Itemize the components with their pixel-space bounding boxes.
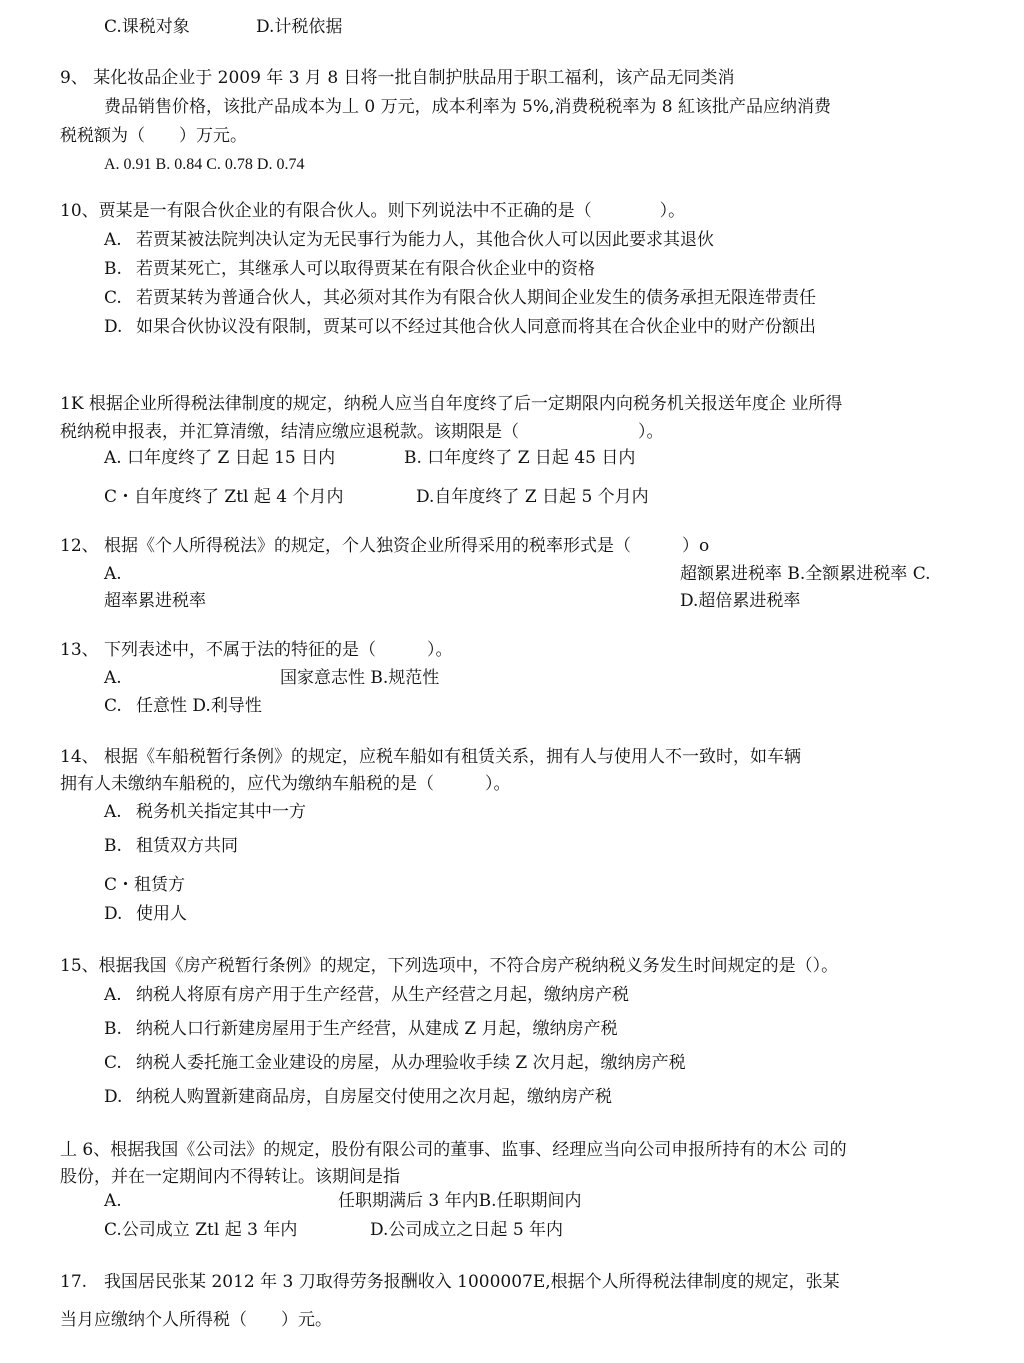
q14-option-a-letter: A. [104,802,122,822]
q15-option-d-text: 纳税人购置新建商品房，自房屋交付使用之次月起，缴纳房产税 [136,1087,612,1107]
q14-option-c: C・租赁方 [104,875,186,895]
q12-stem: 12、 根据《个人所得税法》的规定，个人独资企业所得采用的税率形式是（ ）o [60,536,710,556]
q14-option-d-text: 使用人 [136,904,187,924]
q10-option-a-text: 若贾某被法院判决认定为无民事行为能力人，其他合伙人可以因此要求其退伙 [136,230,714,250]
q16-stem-line1: 丄 6、根据我国《公司法》的规定，股份有限公司的董事、监事、经理应当向公司申报所持有的木公 司的 [60,1140,847,1160]
q15-option-b-text: 纳税人口行新建房屋用于生产经营，从建成 Z 月起，缴纳房产税 [136,1019,618,1039]
q16-option-a-letter: A. [104,1191,122,1211]
q15-option-d-letter: D. [104,1087,123,1107]
q9-options: A. 0.91 B. 0.84 C. 0.78 D. 0.74 [104,156,305,173]
q10-option-a-letter: A. [104,230,122,250]
q9-stem-line1: 9、 某化妆品企业于 2009 年 3 月 8 日将一批自制护肤品用于职工福利，该产品无同类消 [60,68,735,88]
q16-option-c: C.公司成立 Ztl 起 3 年内 [104,1220,298,1240]
q14-option-d-letter: D. [104,904,123,924]
q14-option-a-text: 税务机关指定其中一方 [136,802,306,822]
q13-options-cd: 任意性 D.利导性 [136,696,262,716]
q11-option-a: A. 口年度终了 Z 日起 15 日内 [104,448,336,468]
q15-option-c-text: 纳税人委托施工金业建设的房屋，从办理验收手续 Z 次月起，缴纳房产税 [136,1053,686,1073]
q13-option-a-letter: A. [104,668,122,688]
q15-option-a-letter: A. [104,985,122,1005]
q14-stem-line2: 拥有人未缴纳车船税的，应代为缴纳车船税的是（ ）。 [60,774,511,794]
q11-option-c: C・自年度终了 Ztl 起 4 个月内 [104,487,344,507]
q10-option-c-letter: C. [104,288,122,308]
q16-options-ab: 任职期满后 3 年内B.任职期间内 [338,1191,582,1211]
q9-stem-line3: 税税额为（ ）万元。 [60,126,247,146]
q10-stem: 10、贾某是一有限合伙企业的有限合伙人。则下列说法中不正确的是（ ）。 [60,201,686,221]
q12-option-c-text: 超率累进税率 [104,591,206,611]
q12-options-abc: 超额累进税率 B.全额累进税率 C. [680,564,931,584]
q15-option-a-text: 纳税人将原有房产用于生产经营，从生产经营之月起，缴纳房产税 [136,985,629,1005]
q10-option-b-text: 若贾某死亡，其继承人可以取得贾某在有限合伙企业中的资格 [136,259,595,279]
q17-stem-line1: 17. 我国居民张某 2012 年 3 刀取得劳务报酬收入 1000007E,根据个人所得税法律制度的规定，张某 [60,1272,840,1292]
q13-option-c-letter: C. [104,696,122,716]
q10-option-b-letter: B. [104,259,122,279]
q15-option-b-letter: B. [104,1019,122,1039]
q10-option-d-text: 如果合伙协议没有限制，贾某可以不经过其他合伙人同意而将其在合伙企业中的财产份额出 [136,317,816,337]
q15-stem: 15、根据我国《房产税暂行条例》的规定，下列选项中，不符合房产税纳税义务发生时间规定的是（）。 [60,956,839,976]
q10-option-c-text: 若贾某转为普通合伙人，其必须对其作为有限合伙人期间企业发生的债务承担无限连带责任 [136,288,816,308]
q11-option-d: D.自年度终了 Z 日起 5 个月内 [416,487,649,507]
q16-stem-line2: 股份，并在一定期间内不得转让。该期间是指 [60,1167,400,1187]
q9-stem-line2: 费品销售价格，该批产品成本为丄 0 万元，成本利率为 5%,消费税税率为 8 紅该批产品应纳消费 [104,97,832,117]
q14-stem-line1: 14、 根据《车船税暂行条例》的规定，应税车船如有租赁关系，拥有人与使用人不一致时，如车辆 [60,747,802,767]
q17-stem-line2: 当月应缴纳个人所得税（ ）元。 [60,1310,332,1330]
q16-option-d: D.公司成立之日起 5 年内 [370,1220,564,1240]
q8-option-d: D.计税依据 [256,17,343,37]
q12-option-a-letter: A. [104,564,122,584]
q11-option-b: B. 口年度终了 Z 日起 45 日内 [404,448,636,468]
q15-option-c-letter: C. [104,1053,122,1073]
q11-stem-line1: 1K 根据企业所得税法律制度的规定，纳税人应当自年度终了后一定期限内向税务机关报送年度企 业所得 [60,394,843,414]
q14-option-b-text: 租赁双方共同 [136,836,238,856]
q11-stem-line2: 税纳税申报表，并汇算清缴，结清应缴应退税款。该期限是（ ）。 [60,422,664,442]
q12-option-d: D.超倍累进税率 [680,591,801,611]
q10-option-d-letter: D. [104,317,123,337]
q13-stem: 13、 下列表述中，不属于法的特征的是（ ）。 [60,640,453,660]
q8-option-c: C.课税对象 [104,17,190,37]
q14-option-b-letter: B. [104,836,122,856]
q13-options-ab: 国家意志性 B.规范性 [280,668,440,688]
